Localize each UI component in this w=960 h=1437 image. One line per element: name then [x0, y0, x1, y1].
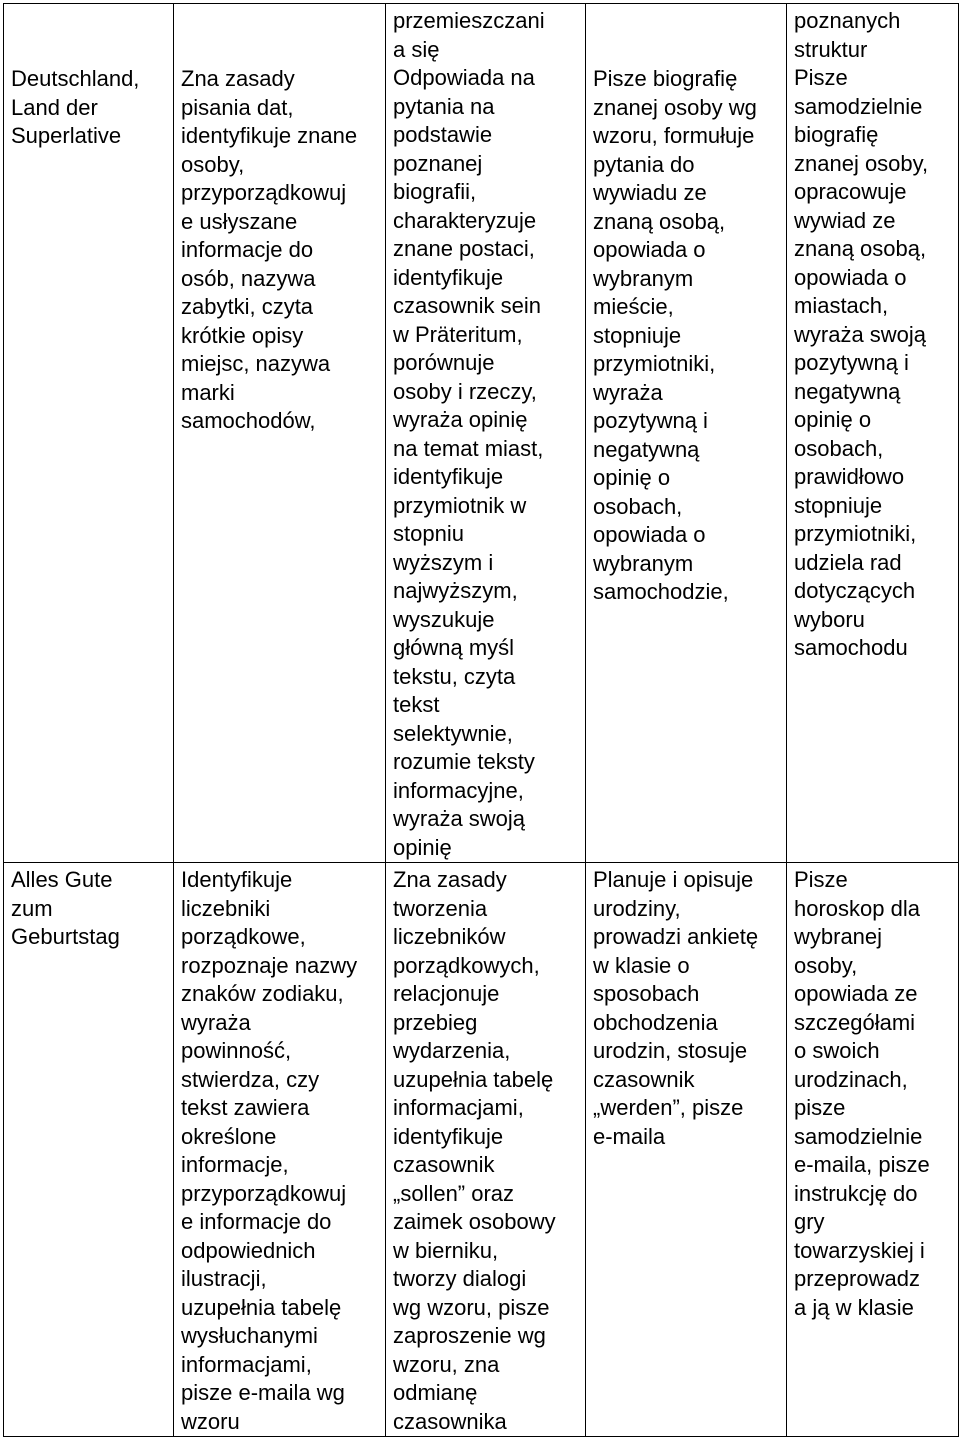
- table-row: [4, 863, 959, 1437]
- skills-text: Zna zasady pisania dat, identyfikuje znane osoby, przyporządkowuj e usłyszane informacje do osób, nazywa zabytki, czyta krótkie opisy miejsc, nazywa marki samochodów,: [181, 66, 358, 433]
- basic-cell: [386, 4, 586, 863]
- basic-cell: [386, 863, 586, 1437]
- extended-text: Planuje i opisuje urodziny, prowadzi ankietę w klasie o sposobach obchodzenia urodzin, stosuje czasownik „werden”, pisze e-maila: [593, 867, 759, 1149]
- extended-text: Pisze biografię znanej osoby wg wzoru, formułuje pytania do wywiadu ze znaną osobą, opowiada o wybranym mieście, stopniuje przymiotniki, wyraża pozytywną i negatywną opinię o osobach, opowiada o wybranym samochodzie,: [593, 66, 757, 604]
- skills-cell: [174, 4, 386, 863]
- curriculum-table: [3, 3, 959, 1437]
- topic-cell: [4, 863, 174, 1437]
- advanced-text: Pisze samodzielnie biografię znanej osoby, opracowuje wywiad ze znaną osobą, opowiada o miastach, wyraża swoją pozytywną i negatywną opinię o osobach, prawidłowo stopniuje przymiotniki, udziela rad dotyczących wyboru samochodu: [794, 65, 929, 660]
- topic-text: Deutschland, Land der Superlative: [11, 66, 140, 148]
- table-row: [4, 4, 959, 863]
- skills-text: Identyfikuje liczebniki porządkowe, rozpoznaje nazwy znaków zodiaku, wyraża powinność, stwierdza, czy tekst zawiera określone informacje, przyporządkowuj e informacje do odpowiednich ilustracji, uzupełnia tabelę wysłuchanymi informacjami, pisze e-maila wg wzoru: [181, 867, 358, 1434]
- extended-cell: [586, 4, 787, 863]
- topic-text: Alles Gute zum Geburtstag: [11, 867, 120, 949]
- topic-cell: [4, 4, 174, 863]
- advanced-cell: [787, 863, 959, 1437]
- basic-continuation-text: przemieszczani a się: [393, 8, 545, 62]
- advanced-continuation-text: poznanych struktur: [794, 8, 901, 62]
- skills-cell: [174, 863, 386, 1437]
- advanced-text: Pisze horoskop dla wybranej osoby, opowiada ze szczegółami o swoich urodzinach, pisze samodzielnie e-maila, pisze instrukcję do gry towarzyskiej i przeprowadz a ją w klasie: [794, 867, 930, 1320]
- advanced-cell: [787, 4, 959, 863]
- basic-text: Zna zasady tworzenia liczebników porządkowych, relacjonuje przebieg wydarzenia, uzupełnia tabelę informacjami, identyfikuje czasownik „sollen” oraz zaimek osobowy w bierniku, tworzy dialogi wg wzoru, pisze zaproszenie wg wzoru, zna odmianę czasownika: [393, 867, 556, 1434]
- extended-cell: [586, 863, 787, 1437]
- basic-text: Odpowiada na pytania na podstawie poznanej biografii, charakteryzuje znane postaci, identyfikuje czasownik sein w Präteritum, porównuje osoby i rzeczy, wyraża opinię na temat miast, identyfikuje przymiotnik w stopniu wyższym i najwyższym, wyszukuje główną myśl tekstu, czyta tekst selektywnie, rozumie teksty informacyjne, wyraża swoją opinię: [393, 65, 544, 860]
